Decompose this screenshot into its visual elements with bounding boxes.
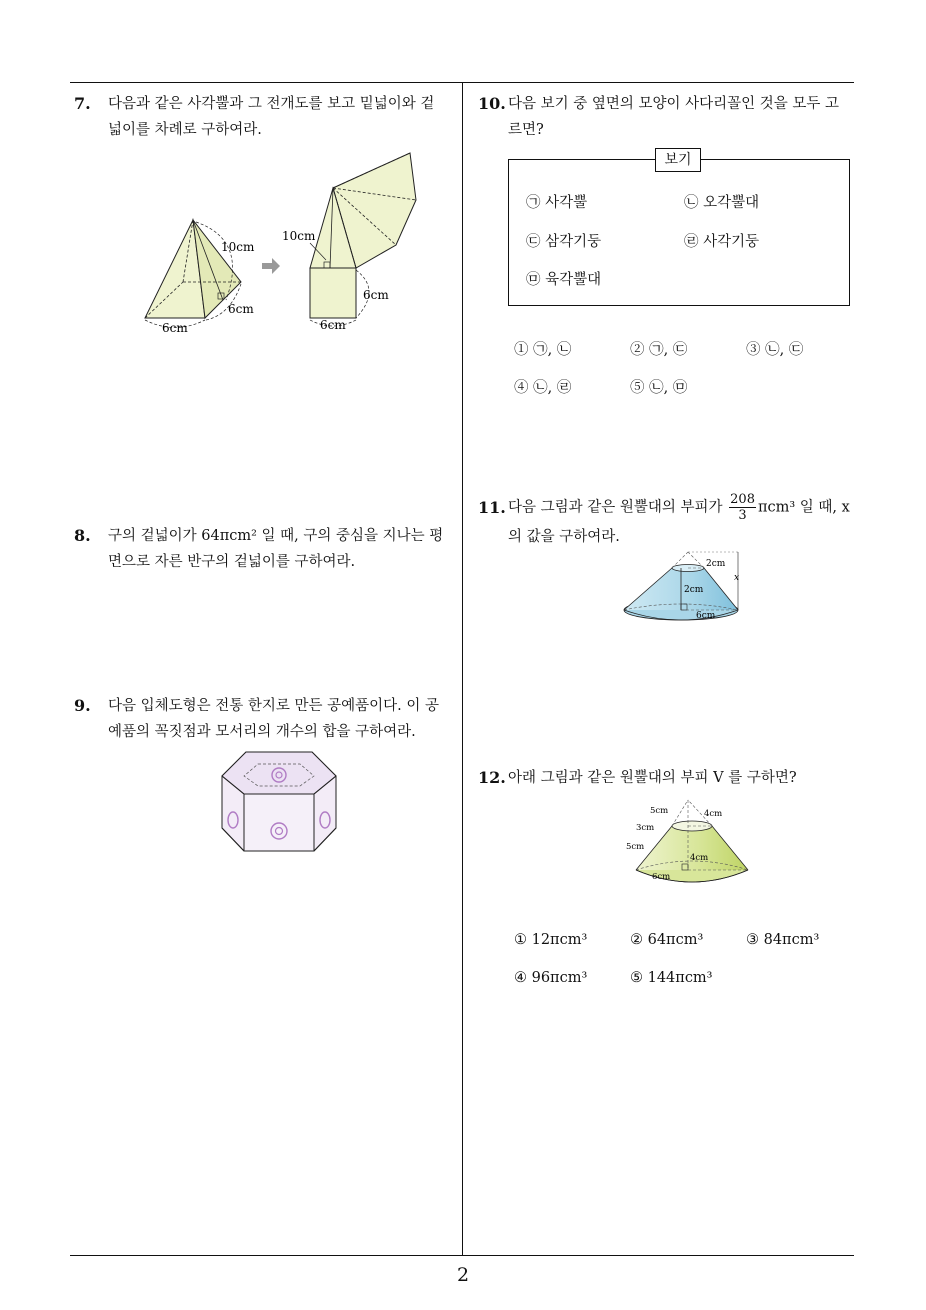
q12-option-4[interactable]: ④ 96πcm³ [514,970,588,986]
bottom-rule [70,1255,854,1256]
q10-option-2[interactable]: ② ㉠, ㉢ [630,342,688,358]
example-item-5: ㉤ 육각뿔대 [526,272,602,288]
question-number: 7. [74,94,91,113]
question-text-post: πcm³ 일 때, x [757,499,850,516]
question-number: 9. [74,696,91,715]
frustum-mid-label: 2cm [684,585,704,595]
volume-fraction [729,492,756,523]
q12-option-5[interactable]: ⑤ 144πcm³ [630,970,713,986]
pyramid-slant-label: 10cm [221,240,255,254]
question-8 [74,523,459,575]
arrow-icon [262,258,280,274]
q12-option-1[interactable]: ① 12πcm³ [514,932,588,948]
column-divider [462,82,463,1256]
question-text-line1: 구의 겉넓이가 64πcm² 일 때, 구의 중심을 지나는 평 [108,528,444,544]
example-item-3: ㉢ 삼각기둥 [526,234,602,250]
frustum12-label-c: 3cm [636,823,655,833]
question-number: 10. [478,94,506,113]
q10-option-1[interactable]: ① ㉠, ㉡ [514,342,572,358]
hanji-craft-figure [218,748,340,856]
question-number: 11. [478,498,506,517]
frustum-figure-11 [620,548,750,624]
pyramid-base-label-1: 6cm [162,321,188,335]
example-item-4: ㉣ 사각기둥 [684,234,760,250]
frustum-figure-12 [624,798,764,890]
example-item-1: ㉠ 사각뿔 [526,195,588,211]
question-text-line2: 르면? [508,122,544,138]
q12-option-2[interactable]: ② 64πcm³ [630,932,704,948]
frustum-bottom-label: 6cm [696,611,716,621]
question-number: 12. [478,768,506,787]
frustum-x-label: x [734,573,740,583]
question-12 [478,765,863,791]
fraction-numerator: 208 [730,492,755,507]
net-side-label: 6cm [363,288,389,302]
q10-option-4[interactable]: ④ ㉡, ㉣ [514,380,572,396]
pyramid-and-net-figure [130,150,430,340]
example-box-title: 보기 [655,148,701,172]
question-11 [478,492,863,551]
question-9 [74,693,459,745]
net-base-label: 6cm [320,318,346,332]
question-text-line1: 아래 그림과 같은 원뿔대의 부피 V 를 구하면? [508,770,797,786]
example-item-2: ㉡ 오각뿔대 [684,195,760,211]
q12-option-3[interactable]: ③ 84πcm³ [746,932,820,948]
page-number: 2 [456,1264,470,1286]
net-slant-label: 10cm [282,229,316,243]
frustum-top-label: 2cm [706,559,726,569]
q10-option-3[interactable]: ③ ㉡, ㉢ [746,342,804,358]
question-text-line1: 다음 보기 중 옆면의 모양이 사다리꼴인 것을 모두 고 [508,96,840,112]
frustum12-label-a: 5cm [650,806,669,816]
question-text-line1: 다음과 같은 사각뿔과 그 전개도를 보고 밑넓이와 겉 [108,96,435,112]
q10-option-5[interactable]: ⑤ ㉡, ㉤ [630,380,688,396]
question-text-pre: 다음 그림과 같은 원뿔대의 부피가 [508,499,723,516]
pyramid-base-label-2: 6cm [228,302,254,316]
frustum12-label-e: 4cm [690,853,709,863]
question-text-line1: 다음 입체도형은 전통 한지로 만든 공예품이다. 이 공 [108,698,440,714]
frustum12-label-d: 5cm [626,842,645,852]
question-text-line2: 넓이를 차례로 구하여라. [108,122,262,138]
question-10 [478,91,858,143]
frustum12-label-f: 6cm [652,872,671,882]
question-number: 8. [74,526,91,545]
question-text-line2: 면으로 자른 반구의 겉넓이를 구하여라. [108,554,356,570]
fraction-denominator: 3 [738,508,747,523]
question-7 [74,91,459,143]
question-text-line2: 의 값을 구하여라. [508,529,620,545]
frustum12-label-b: 4cm [704,809,723,819]
question-text-line2: 예품의 꼭짓점과 모서리의 개수의 합을 구하여라. [108,724,416,740]
